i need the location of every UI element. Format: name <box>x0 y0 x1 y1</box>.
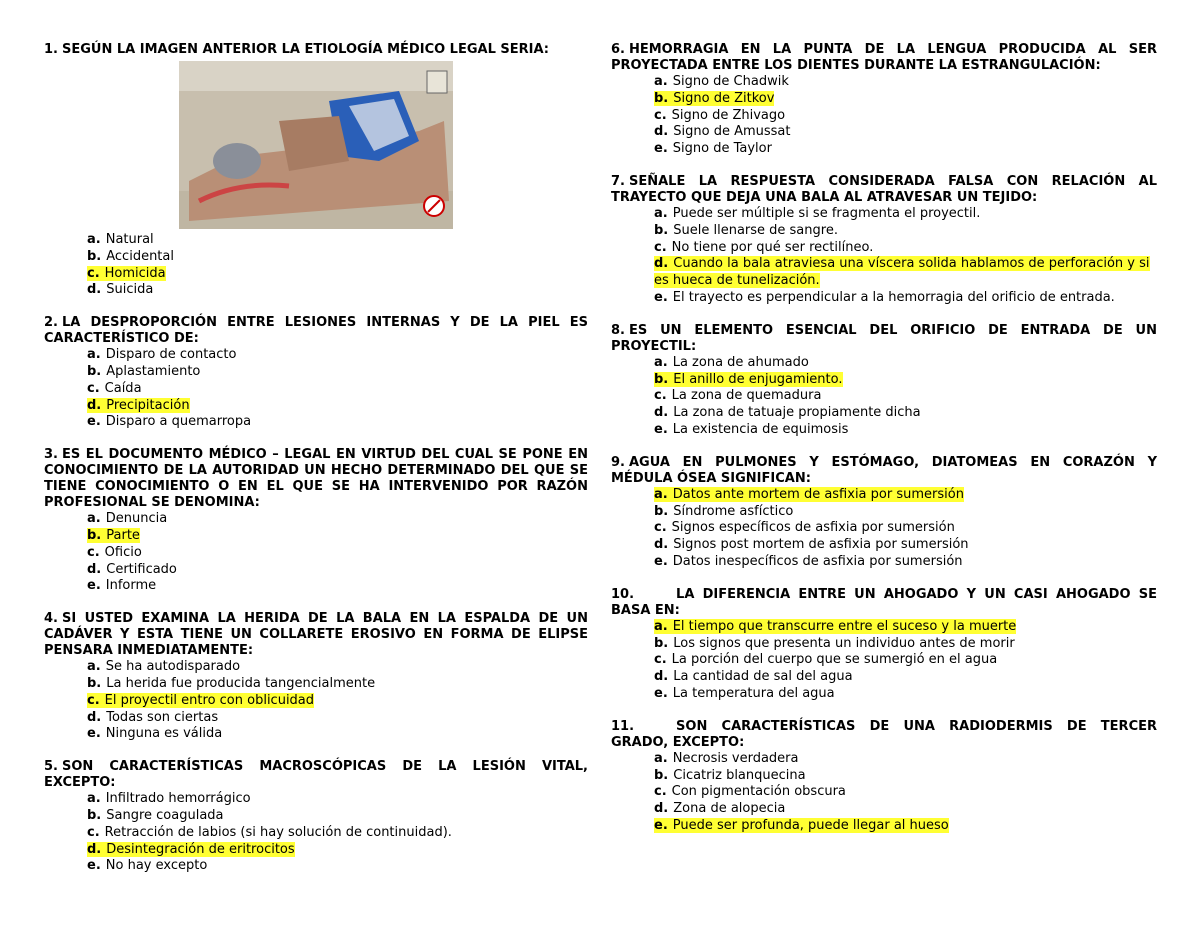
forensic-photo-illustration <box>179 61 453 229</box>
option-e[interactable] <box>611 686 1157 703</box>
option-b[interactable] <box>44 364 588 381</box>
option-d[interactable] <box>611 537 1157 554</box>
option-letter: e. <box>87 858 101 874</box>
option-d[interactable] <box>44 282 588 299</box>
option-letter: a. <box>654 618 668 634</box>
option-letter: c. <box>654 239 667 255</box>
option-letter: a. <box>654 750 668 766</box>
option-letter: b. <box>87 527 102 543</box>
option-a[interactable] <box>44 232 588 249</box>
option-letter: e. <box>654 685 668 701</box>
question-1 <box>44 42 588 299</box>
option-letter: d. <box>87 561 102 577</box>
option-letter: d. <box>654 537 669 553</box>
question-stem <box>611 719 1157 751</box>
option-text: Signo de Amussat <box>673 124 791 140</box>
option-d[interactable] <box>44 562 588 579</box>
option-d[interactable] <box>611 669 1157 686</box>
option-letter: b. <box>87 675 102 691</box>
forensic-photo <box>179 61 453 229</box>
option-a[interactable] <box>611 751 1157 768</box>
option-d[interactable] <box>44 710 588 727</box>
option-e[interactable] <box>44 578 588 595</box>
option-letter: c. <box>654 520 667 536</box>
question-number: 1. <box>44 42 58 57</box>
option-letter: b. <box>654 767 669 783</box>
question-2 <box>44 315 588 431</box>
option-letter: a. <box>87 232 101 247</box>
left-column <box>44 42 588 891</box>
question-stem <box>44 447 588 511</box>
options-list <box>611 619 1157 703</box>
option-text: Disparo de contacto <box>105 347 237 363</box>
option-text: Los signos que presenta un individuo antes de morir <box>673 635 1015 651</box>
option-letter: a. <box>87 511 101 527</box>
option-text-highlighted: Cuando la bala atraviesa una víscera solida hablamos de perforación y si es hueca de tunelización. <box>654 256 1150 289</box>
option-text: Caída <box>104 380 142 396</box>
option-text: Signos específicos de asfixia por sumersión <box>671 520 955 536</box>
option-a-answer[interactable] <box>611 619 1157 636</box>
option-c[interactable] <box>611 520 1157 537</box>
question-text: SON CARACTERÍSTICAS DE UNA RADIODERMIS DE TERCER GRADO, EXCEPTO: <box>611 718 1157 750</box>
option-d-answer[interactable] <box>44 398 588 415</box>
option-a[interactable] <box>44 347 588 364</box>
question-stem <box>44 315 588 347</box>
option-letter: a. <box>654 354 668 370</box>
question-stem <box>44 42 588 58</box>
option-text: Signos post mortem de asfixia por sumersión <box>673 537 969 553</box>
option-a[interactable] <box>44 511 588 528</box>
question-stem <box>611 323 1157 355</box>
option-letter: c. <box>87 544 100 560</box>
option-letter: c. <box>654 107 667 123</box>
option-text: La porción del cuerpo que se sumergió en el agua <box>671 652 998 668</box>
question-4 <box>44 611 588 743</box>
option-a[interactable] <box>611 206 1157 223</box>
option-text-highlighted: Datos ante mortem de asfixia por sumersión <box>672 486 964 502</box>
question-text: SI USTED EXAMINA LA HERIDA DE LA BALA EN LA ESPALDA DE UN CADÁVER Y ESTA TIENE UN COLLARETE EROSIVO EN FORMA DE ELIPSE PENSARA INMEDIATAMENTE: <box>44 611 588 659</box>
question-number: 3. <box>44 447 58 463</box>
option-letter: c. <box>654 784 667 800</box>
option-letter: b. <box>87 807 102 823</box>
options-list <box>44 347 588 431</box>
option-text: Signo de Chadwik <box>672 74 789 89</box>
option-b[interactable] <box>44 676 588 693</box>
option-text: Disparo a quemarropa <box>105 414 252 430</box>
question-6 <box>611 42 1157 158</box>
question-number: 11. <box>611 718 635 734</box>
option-c[interactable] <box>44 381 588 398</box>
option-text: Informe <box>105 578 157 594</box>
question-10 <box>611 587 1157 703</box>
option-c[interactable] <box>611 388 1157 405</box>
question-stem <box>611 174 1157 206</box>
option-letter: a. <box>654 486 668 502</box>
option-letter: a. <box>87 347 101 363</box>
option-letter: b. <box>654 90 669 106</box>
option-e[interactable] <box>611 290 1157 307</box>
option-text-highlighted: Signo de Zitkov <box>673 90 775 106</box>
option-e[interactable] <box>611 141 1157 158</box>
option-text: Todas son ciertas <box>106 709 219 725</box>
option-text: El trayecto es perpendicular a la hemorragia del orificio de entrada. <box>672 289 1115 305</box>
question-3 <box>44 447 588 595</box>
option-text-highlighted: Puede ser profunda, puede llegar al hueso <box>672 817 949 833</box>
option-letter: d. <box>654 669 669 685</box>
option-c[interactable] <box>44 545 588 562</box>
options-list <box>611 206 1157 307</box>
option-letter: c. <box>654 652 667 668</box>
option-text: La zona de ahumado <box>672 354 809 370</box>
option-c[interactable] <box>611 240 1157 257</box>
option-letter: b. <box>654 503 669 519</box>
option-b-answer[interactable] <box>611 372 1157 389</box>
question-stem <box>611 455 1157 487</box>
option-b-answer[interactable] <box>611 91 1157 108</box>
options-list <box>44 791 588 875</box>
question-text: SON CARACTERÍSTICAS MACROSCÓPICAS DE LA LESIÓN VITAL, EXCEPTO: <box>44 759 588 791</box>
question-stem <box>611 587 1157 619</box>
option-b[interactable] <box>611 636 1157 653</box>
question-number: 8. <box>611 322 625 338</box>
option-letter: a. <box>654 205 668 221</box>
option-text: La temperatura del agua <box>672 685 835 701</box>
option-a[interactable] <box>611 355 1157 372</box>
question-number: 6. <box>611 42 625 57</box>
option-e-answer[interactable] <box>611 818 1157 835</box>
option-text: La zona de quemadura <box>671 388 822 404</box>
option-letter: b. <box>654 635 669 651</box>
option-text: Con pigmentación obscura <box>671 784 846 800</box>
option-text: Signo de Taylor <box>672 141 772 157</box>
question-9 <box>611 455 1157 571</box>
option-text-highlighted: Precipitación <box>106 397 190 413</box>
option-b[interactable] <box>611 504 1157 521</box>
option-a[interactable] <box>611 74 1157 91</box>
option-letter: a. <box>87 659 101 675</box>
question-11 <box>611 719 1157 835</box>
option-text: Cicatriz blanquecina <box>673 767 806 783</box>
option-letter: d. <box>87 282 102 298</box>
option-b[interactable] <box>44 808 588 825</box>
option-text: La cantidad de sal del agua <box>673 669 853 685</box>
option-letter: e. <box>654 141 668 157</box>
option-text: Infiltrado hemorrágico <box>105 791 251 807</box>
option-letter: b. <box>87 363 102 379</box>
option-letter: e. <box>654 421 668 437</box>
option-text: Certificado <box>106 561 177 577</box>
options-list <box>611 74 1157 158</box>
option-c[interactable] <box>611 108 1157 125</box>
option-text: Retracción de labios (si hay solución de continuidad). <box>104 824 452 840</box>
option-e[interactable] <box>44 726 588 743</box>
option-letter: b. <box>654 371 669 387</box>
option-text: Sangre coagulada <box>106 807 224 823</box>
question-5 <box>44 759 588 875</box>
option-letter: d. <box>654 405 669 421</box>
question-text: SEGÚN LA IMAGEN ANTERIOR LA ETIOLOGÍA MÉDICO LEGAL SERIA: <box>61 42 549 57</box>
option-d-answer[interactable] <box>611 256 1157 290</box>
option-letter: d. <box>87 841 102 857</box>
option-letter: e. <box>654 553 668 569</box>
option-b[interactable] <box>44 249 588 266</box>
options-list <box>44 232 588 299</box>
option-letter: d. <box>654 801 669 817</box>
question-text: ES EL DOCUMENTO MÉDICO – LEGAL EN VIRTUD DEL CUAL SE PONE EN CONOCIMIENTO DE LA AUTORIDAD UN HECHO DETERMINADO DEL QUE SE TIENE CONOCIMIENTO O EN EL QUE SE HA INTERVENIDO POR RAZÓN PROFESIONAL SE DENOMINA: <box>44 447 588 511</box>
option-a[interactable] <box>44 659 588 676</box>
option-d-answer[interactable] <box>44 842 588 859</box>
options-list <box>44 659 588 743</box>
option-d[interactable] <box>611 124 1157 141</box>
question-text: LA DESPROPORCIÓN ENTRE LESIONES INTERNAS Y DE LA PIEL ES CARACTERÍSTICO DE: <box>44 315 588 347</box>
option-text: Puede ser múltiple si se fragmenta el proyectil. <box>672 205 981 221</box>
question-number: 7. <box>611 173 625 189</box>
option-e[interactable] <box>44 414 588 431</box>
option-letter: c. <box>87 824 100 840</box>
option-text: Denuncia <box>105 511 168 527</box>
option-letter: c. <box>87 265 100 281</box>
option-c[interactable] <box>611 784 1157 801</box>
option-letter: e. <box>87 414 101 430</box>
question-8 <box>611 323 1157 439</box>
option-text: Aplastamiento <box>106 363 201 379</box>
question-number: 4. <box>44 611 58 627</box>
question-text: HEMORRAGIA EN LA PUNTA DE LA LENGUA PRODUCIDA AL SER PROYECTADA ENTRE LOS DIENTES DURANTE LA ESTRANGULACIÓN: <box>611 42 1157 73</box>
question-text: AGUA EN PULMONES Y ESTÓMAGO, DIATOMEAS EN CORAZÓN Y MÉDULA ÓSEA SIGNIFICAN: <box>611 454 1157 486</box>
options-list <box>611 487 1157 571</box>
option-letter: d. <box>87 709 102 725</box>
option-text-highlighted: El proyectil entro con oblicuidad <box>104 692 315 708</box>
option-text: Síndrome asfíctico <box>673 503 794 519</box>
question-number: 2. <box>44 315 58 331</box>
option-a[interactable] <box>44 791 588 808</box>
option-letter: b. <box>87 248 102 264</box>
question-number: 5. <box>44 759 58 775</box>
option-b[interactable] <box>611 768 1157 785</box>
option-letter: e. <box>654 289 668 305</box>
option-text: La herida fue producida tangencialmente <box>106 675 376 691</box>
question-stem <box>44 759 588 791</box>
option-text: Oficio <box>104 544 142 560</box>
option-letter: a. <box>87 791 101 807</box>
option-text: Accidental <box>106 248 174 264</box>
option-text-highlighted: El tiempo que transcurre entre el suceso y la muerte <box>672 618 1017 634</box>
option-e[interactable] <box>611 422 1157 439</box>
question-text: SEÑALE LA RESPUESTA CONSIDERADA FALSA CON RELACIÓN AL TRAYECTO QUE DEJA UNA BALA AL ATRAVESAR UN TEJIDO: <box>611 173 1157 205</box>
option-text: Necrosis verdadera <box>672 750 799 766</box>
option-e[interactable] <box>44 858 588 875</box>
options-list <box>611 355 1157 439</box>
question-text: ES UN ELEMENTO ESENCIAL DEL ORIFICIO DE ENTRADA DE UN PROYECTIL: <box>611 322 1157 354</box>
option-text-highlighted: Desintegración de eritrocitos <box>106 841 295 857</box>
option-d[interactable] <box>611 405 1157 422</box>
option-letter: e. <box>87 578 101 594</box>
option-text-highlighted: El anillo de enjugamiento. <box>673 371 843 387</box>
question-stem <box>44 611 588 659</box>
option-text: La existencia de equimosis <box>672 421 849 437</box>
option-text: Se ha autodisparado <box>105 659 241 675</box>
options-list <box>611 751 1157 835</box>
option-c[interactable] <box>611 652 1157 669</box>
option-text-highlighted: Parte <box>106 527 140 543</box>
right-column <box>611 42 1157 851</box>
option-text: Zona de alopecia <box>673 801 786 817</box>
option-letter: d. <box>654 256 669 272</box>
option-text: No hay excepto <box>105 858 208 874</box>
option-c-answer[interactable] <box>44 693 588 710</box>
question-text: LA DIFERENCIA ENTRE UN AHOGADO Y UN CASI AHOGADO SE BASA EN: <box>611 586 1157 618</box>
option-letter: e. <box>654 817 668 833</box>
question-stem <box>611 42 1157 74</box>
option-letter: c. <box>654 388 667 404</box>
option-b-answer[interactable] <box>44 528 588 545</box>
option-text: Natural <box>105 232 154 247</box>
option-text: Ninguna es válida <box>105 726 223 742</box>
option-e[interactable] <box>611 554 1157 571</box>
option-letter: e. <box>87 726 101 742</box>
option-letter: d. <box>654 124 669 140</box>
option-text: No tiene por qué ser rectilíneo. <box>671 239 874 255</box>
option-text-highlighted: Homicida <box>104 265 166 281</box>
option-text: Signo de Zhivago <box>671 107 786 123</box>
option-letter: a. <box>654 74 668 89</box>
question-number: 10. <box>611 586 635 602</box>
option-a-answer[interactable] <box>611 487 1157 504</box>
question-number: 9. <box>611 454 625 470</box>
option-c-answer[interactable] <box>44 266 588 283</box>
option-b[interactable] <box>611 223 1157 240</box>
option-letter: b. <box>654 222 669 238</box>
options-list <box>44 511 588 595</box>
question-7 <box>611 174 1157 307</box>
option-text: La zona de tatuaje propiamente dicha <box>673 405 921 421</box>
option-d[interactable] <box>611 801 1157 818</box>
option-text: Suele llenarse de sangre. <box>673 222 838 238</box>
option-letter: d. <box>87 397 102 413</box>
option-text: Suicida <box>106 282 154 298</box>
option-letter: c. <box>87 380 100 396</box>
option-letter: c. <box>87 692 100 708</box>
option-text: Datos inespecíficos de asfixia por sumersión <box>672 553 963 569</box>
option-c[interactable] <box>44 825 588 842</box>
